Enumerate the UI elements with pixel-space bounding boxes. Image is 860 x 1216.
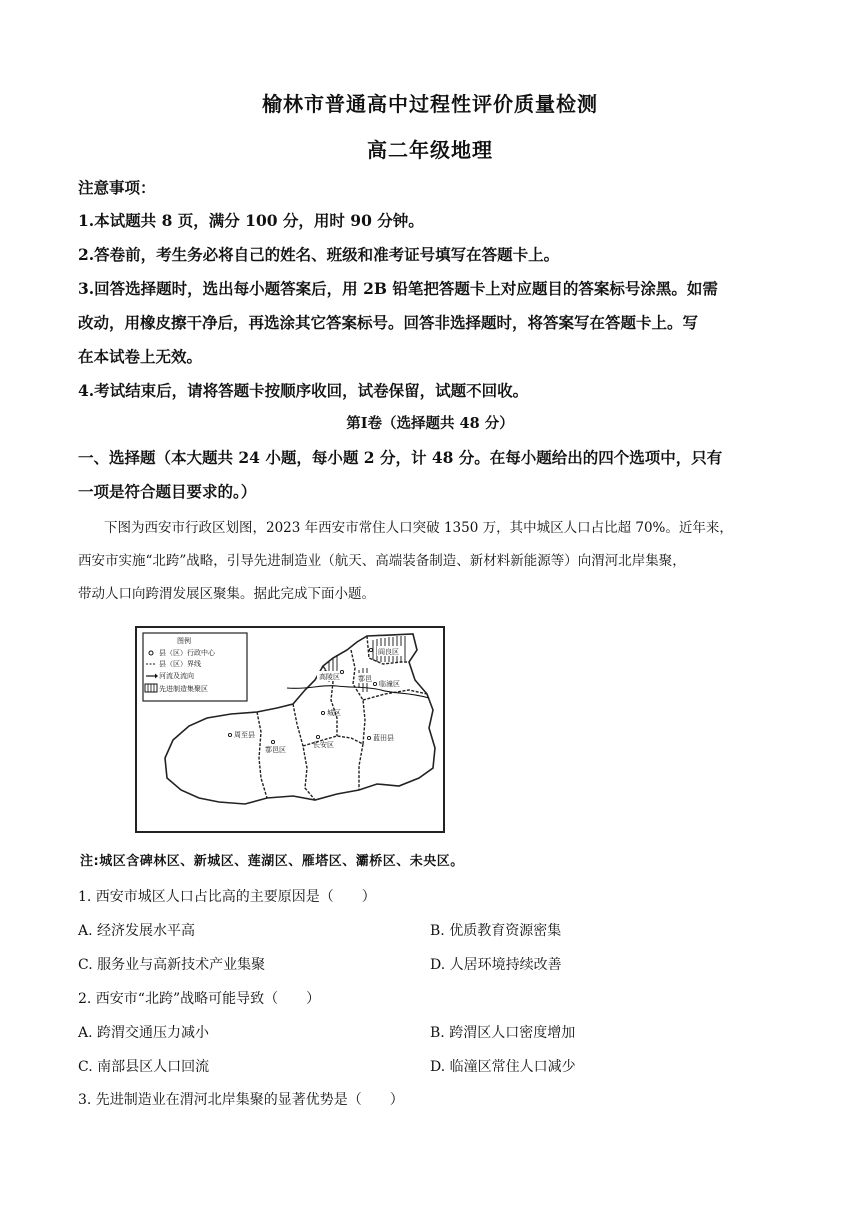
label-huyi-north: 鄠邑 [358,675,372,683]
intro-line-1: 下图为西安市行政区划图，2023 年西安市常住人口突破 1350 万，其中城区人口占比超 70%。近年来， [104,520,733,536]
intro-line-2: 西安市实施“北跨”战略，引导先进制造业（航天、高端装备制造、新材料新能源等）向渭河北岸集聚， [78,553,686,569]
q1-option-a: A. 经济发展水平高 [78,923,196,939]
q2-option-b: B. 跨渭区人口密度增加 [430,1025,576,1041]
legend-title: 图例 [177,637,191,645]
label-changan: 长安区 [313,741,334,749]
section-heading-a: 一、选择题（本大题共 24 小题，每小题 2 分，计 48 分。在每小题给出的四个选项中，只有 [78,448,723,467]
label-gaoling: 高陵区 [319,673,340,681]
label-lintong: 临潼区 [379,680,400,688]
question-2-stem: 2. 西安市“北跨”战略可能导致（ ） [78,991,321,1007]
q1-option-d: D. 人居环境持续改善 [430,957,562,973]
legend-item-1: 县（区）行政中心 [159,649,215,657]
question-3-stem: 3. 先进制造业在渭河北岸集聚的显著优势是（ ） [78,1092,404,1108]
section-heading-b: 一项是符合题目要求的。） [78,482,257,501]
exam-title: 榆林市普通高中过程性评价质量检测 [262,92,598,116]
q2-option-a: A. 跨渭交通压力减小 [78,1025,210,1041]
notice-item-3a: 3.回答选择题时，选出每小题答案后，用 2B 铅笔把答题卡上对应题目的答案标号涂黑。如需 [78,279,718,298]
label-zhouzhi: 周至县 [234,731,255,739]
part-title: 第Ⅰ卷（选择题共 48 分） [346,415,514,432]
notice-item-4: 4.考试结束后，请将答题卡按顺序收回，试卷保留，试题不回收。 [78,381,529,400]
legend-item-3: 河流及流向 [159,672,194,680]
xian-district-map [135,626,445,833]
question-1-stem: 1. 西安市城区人口占比高的主要原因是（ ） [78,889,376,905]
q2-option-c: C. 南部县区人口回流 [78,1059,210,1075]
label-huyi: 鄠邑区 [265,746,286,754]
label-lantian: 蓝田县 [373,734,394,742]
notice-item-3c: 在本试卷上无效。 [78,347,203,366]
q1-option-c: C. 服务业与高新技术产业集聚 [78,957,266,973]
exam-subject: 高二年级地理 [367,138,493,162]
q2-option-d: D. 临潼区常住人口减少 [430,1059,576,1075]
notice-item-1: 1.本试题共 8 页，满分 100 分，用时 90 分钟。 [78,211,424,230]
notice-item-3b: 改动，用橡皮擦干净后，再选涂其它答案标号。回答非选择题时，将答案写在答题卡上。写 [78,313,699,332]
label-chengqu: 城区 [327,709,341,717]
legend-item-4: 先进制造集聚区 [159,685,208,693]
notice-heading: 注意事项： [78,178,156,197]
q1-option-b: B. 优质教育资源密集 [430,923,562,939]
legend-item-2: 县（区）界线 [159,660,201,668]
label-yanliang: 阎良区 [378,648,399,656]
map-note: 注:城区含碑林区、新城区、莲湖区、雁塔区、灞桥区、未央区。 [80,854,464,869]
intro-line-3: 带动人口向跨渭发展区聚集。据此完成下面小题。 [78,586,375,602]
notice-item-2: 2.答卷前，考生务必将自己的姓名、班级和准考证号填写在答题卡上。 [78,245,560,264]
